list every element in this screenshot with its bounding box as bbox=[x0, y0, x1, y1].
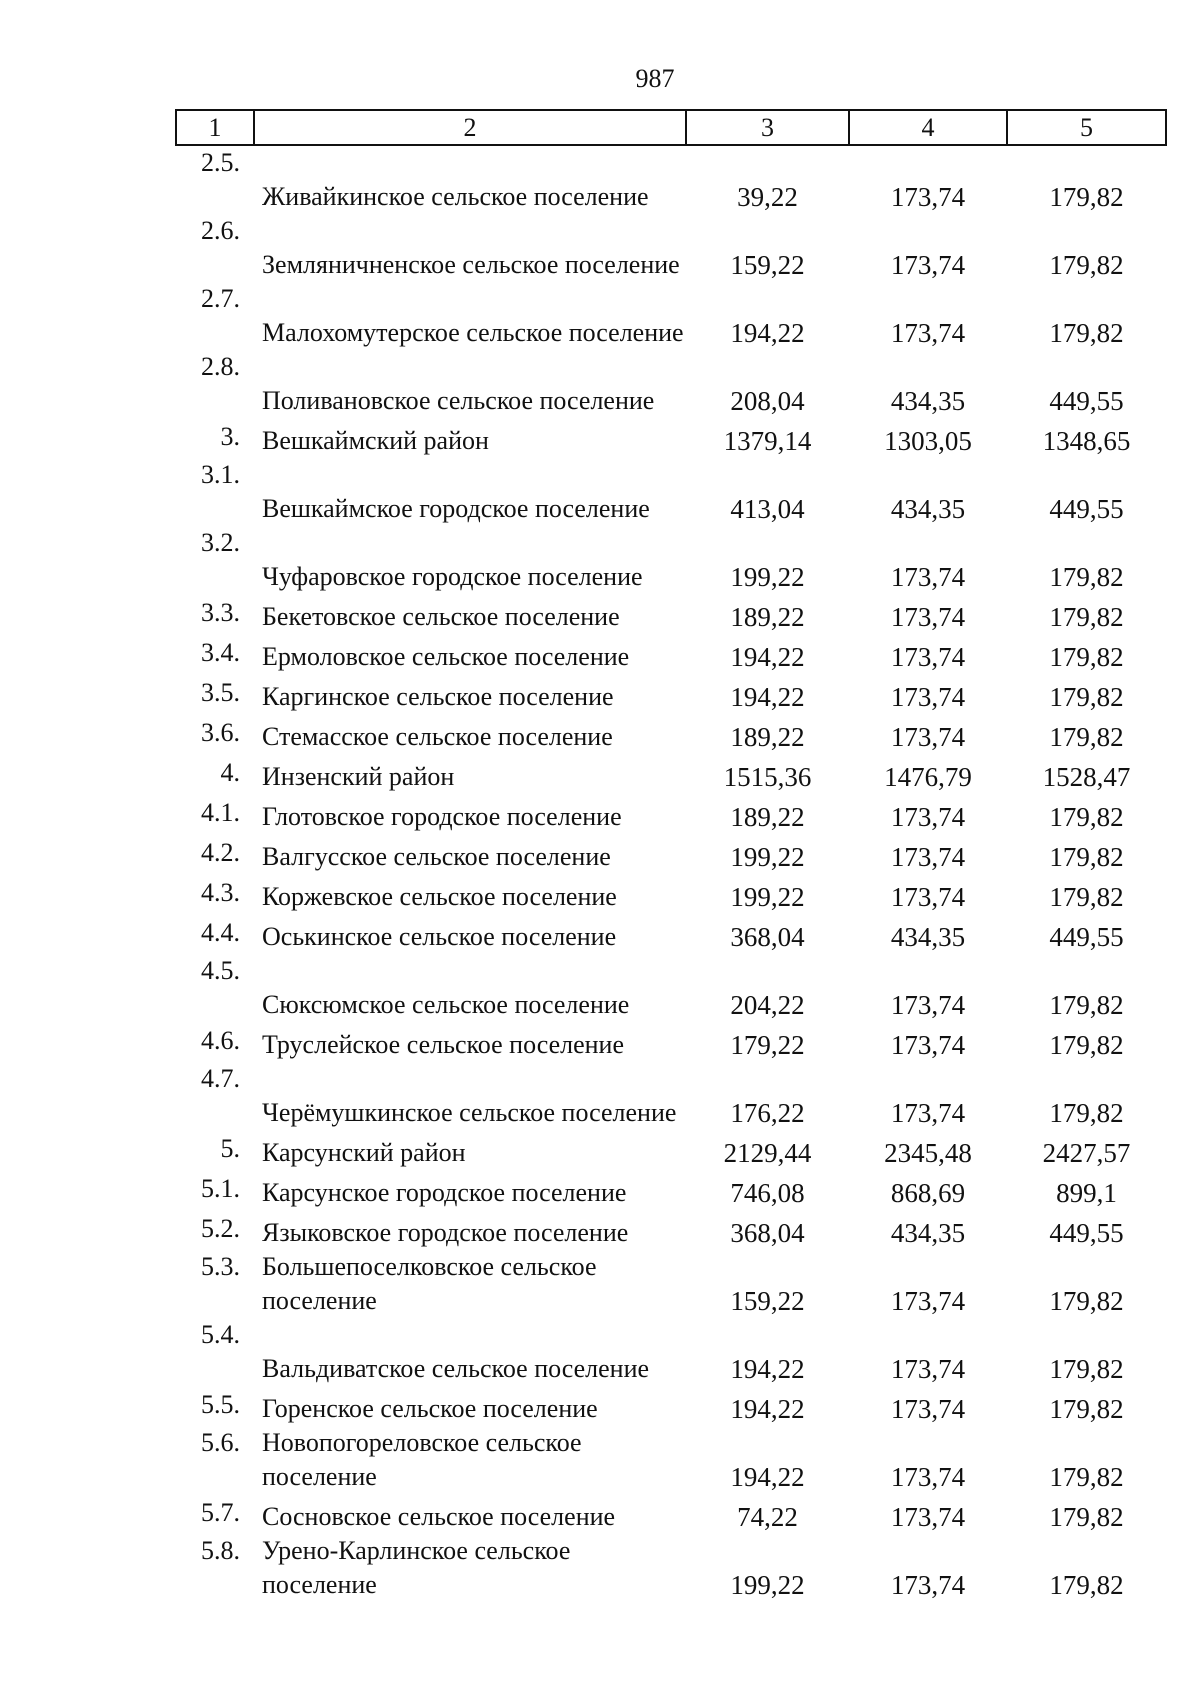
row-value-col4: 173,74 bbox=[890, 1286, 966, 1316]
row-name: Малохомутерское сельское поселение bbox=[262, 318, 684, 347]
table-row bbox=[176, 145, 1166, 214]
row-value-col3: 39,22 bbox=[737, 182, 798, 212]
row-name: Ермоловское сельское поселение bbox=[262, 642, 630, 671]
row-value-col5: 449,55 bbox=[1049, 494, 1124, 524]
row-number: 4. bbox=[220, 758, 240, 787]
row-value-col4: 2345,48 bbox=[884, 1138, 972, 1168]
row-number: 3.5. bbox=[201, 678, 240, 707]
row-name: Урено-Карлинское сельское поселение bbox=[262, 1536, 571, 1599]
row-value-col5: 179,82 bbox=[1049, 1286, 1124, 1316]
row-value-col4: 173,74 bbox=[890, 1570, 966, 1600]
row-value-col5: 179,82 bbox=[1049, 722, 1124, 752]
row-value-col3: 1379,14 bbox=[723, 426, 812, 456]
row-value-col5: 179,82 bbox=[1049, 642, 1124, 672]
row-name: Вешкаймский район bbox=[262, 426, 489, 455]
row-value-col5: 179,82 bbox=[1049, 882, 1124, 912]
row-number: 5.4. bbox=[201, 1320, 240, 1349]
table-row bbox=[176, 1062, 1166, 1130]
row-value-col3: 176,22 bbox=[730, 1098, 805, 1128]
row-value-col3: 179,22 bbox=[730, 1030, 805, 1060]
row-name: Поливановское сельское поселение bbox=[262, 386, 655, 415]
row-value-col4: 173,74 bbox=[890, 1462, 966, 1492]
row-number: 2.8. bbox=[201, 352, 240, 381]
row-number: 5.3. bbox=[201, 1252, 240, 1281]
row-value-col3: 2129,44 bbox=[723, 1138, 812, 1168]
row-value-col4: 173,74 bbox=[890, 722, 966, 752]
table-row bbox=[176, 634, 1166, 674]
row-name: Труслейское сельское поселение bbox=[262, 1030, 625, 1059]
row-name: Валгусское сельское поселение bbox=[262, 842, 611, 871]
row-value-col4: 434,35 bbox=[890, 386, 966, 416]
row-name: Стемасское сельское поселение bbox=[262, 722, 613, 751]
row-value-col4: 868,69 bbox=[890, 1178, 966, 1208]
table-row bbox=[176, 1022, 1166, 1062]
row-number: 2.7. bbox=[201, 284, 240, 313]
table-row bbox=[176, 1210, 1166, 1250]
row-value-col3: 194,22 bbox=[730, 318, 805, 348]
row-value-col5: 179,82 bbox=[1049, 1030, 1124, 1060]
row-name: Глотовское городское поселение bbox=[262, 802, 622, 831]
row-value-col4: 434,35 bbox=[890, 922, 966, 952]
table-row bbox=[176, 282, 1166, 350]
row-number: 4.6. bbox=[201, 1026, 240, 1055]
row-value-col5: 179,82 bbox=[1049, 682, 1124, 712]
table-row bbox=[176, 1250, 1166, 1318]
row-number: 2.5. bbox=[201, 148, 240, 177]
row-value-col3: 368,04 bbox=[730, 1218, 805, 1248]
row-value-col3: 746,08 bbox=[730, 1178, 805, 1208]
row-name: Вальдиватское сельское поселение bbox=[262, 1354, 650, 1383]
row-number: 5.6. bbox=[201, 1428, 240, 1457]
row-number: 2.6. bbox=[201, 216, 240, 245]
row-number: 5. bbox=[220, 1134, 240, 1163]
row-value-col4: 173,74 bbox=[890, 250, 966, 280]
row-name: Каргинское сельское поселение bbox=[262, 682, 614, 711]
row-value-col3: 194,22 bbox=[730, 642, 805, 672]
row-number: 3.2. bbox=[201, 528, 240, 557]
row-number: 3.4. bbox=[201, 638, 240, 667]
row-value-col3: 208,04 bbox=[730, 386, 805, 416]
row-name: Сосновское сельское поселение bbox=[262, 1502, 616, 1531]
row-name: Чуфаровское городское поселение bbox=[262, 562, 643, 591]
table-row bbox=[176, 1386, 1166, 1426]
row-value-col3: 204,22 bbox=[730, 990, 805, 1020]
row-name: Горенское сельское поселение bbox=[262, 1394, 598, 1423]
row-value-col4: 173,74 bbox=[890, 682, 966, 712]
header-row bbox=[176, 110, 1166, 145]
row-number: 4.1. bbox=[201, 798, 240, 827]
row-value-col3: 74,22 bbox=[737, 1502, 798, 1532]
row-value-col4: 173,74 bbox=[890, 1354, 966, 1384]
row-value-col5: 179,82 bbox=[1049, 250, 1124, 280]
row-value-col4: 173,74 bbox=[890, 802, 966, 832]
row-value-col5: 899,1 bbox=[1056, 1178, 1117, 1208]
table-row bbox=[176, 1426, 1166, 1494]
row-value-col4: 173,74 bbox=[890, 562, 966, 592]
row-value-col5: 179,82 bbox=[1049, 318, 1124, 348]
row-value-col3: 159,22 bbox=[730, 250, 805, 280]
table-row bbox=[176, 874, 1166, 914]
table-row bbox=[176, 754, 1166, 794]
table-row bbox=[176, 714, 1166, 754]
table-body bbox=[176, 145, 1166, 1602]
row-value-col4: 173,74 bbox=[890, 1098, 966, 1128]
row-value-col3: 159,22 bbox=[730, 1286, 805, 1316]
row-name: Карсунское городское поселение bbox=[262, 1178, 627, 1207]
table-row bbox=[176, 794, 1166, 834]
table-row bbox=[176, 458, 1166, 526]
table-row bbox=[176, 1318, 1166, 1386]
row-value-col5: 449,55 bbox=[1049, 386, 1124, 416]
row-value-col3: 1515,36 bbox=[723, 762, 812, 792]
row-value-col3: 368,04 bbox=[730, 922, 805, 952]
row-value-col5: 179,82 bbox=[1049, 802, 1124, 832]
row-number: 5.2. bbox=[201, 1214, 240, 1243]
row-value-col3: 189,22 bbox=[730, 602, 805, 632]
row-value-col3: 194,22 bbox=[730, 1394, 805, 1424]
row-value-col3: 199,22 bbox=[730, 882, 805, 912]
table-row bbox=[176, 1534, 1166, 1602]
table-row bbox=[176, 418, 1166, 458]
header-col-1: 1 bbox=[176, 110, 254, 145]
row-name: Живайкинское сельское поселение bbox=[262, 182, 649, 211]
row-number: 5.5. bbox=[201, 1390, 240, 1419]
row-value-col5: 179,82 bbox=[1049, 1354, 1124, 1384]
row-name: Языковское городское поселение bbox=[262, 1218, 629, 1247]
row-value-col5: 179,82 bbox=[1049, 182, 1124, 212]
row-name: Карсунский район bbox=[262, 1138, 466, 1167]
row-value-col4: 1476,79 bbox=[884, 762, 972, 792]
row-value-col5: 1528,47 bbox=[1042, 762, 1131, 792]
row-name: Вешкаймское городское поселение bbox=[262, 494, 650, 523]
row-number: 4.4. bbox=[201, 918, 240, 947]
row-value-col4: 434,35 bbox=[890, 494, 966, 524]
row-number: 3.3. bbox=[201, 598, 240, 627]
row-value-col5: 179,82 bbox=[1049, 1570, 1124, 1600]
table-row bbox=[176, 1494, 1166, 1534]
row-value-col4: 434,35 bbox=[890, 1218, 966, 1248]
table-row bbox=[176, 350, 1166, 418]
table-row bbox=[176, 834, 1166, 874]
row-name: Большепоселковское сельское поселение bbox=[262, 1252, 597, 1315]
row-value-col3: 194,22 bbox=[730, 682, 805, 712]
row-name: Бекетовское сельское поселение bbox=[262, 602, 620, 631]
row-value-col3: 413,04 bbox=[730, 494, 805, 524]
header-col-5: 5 bbox=[1007, 110, 1166, 145]
row-value-col5: 449,55 bbox=[1049, 922, 1124, 952]
table-row bbox=[176, 674, 1166, 714]
row-value-col4: 173,74 bbox=[890, 990, 966, 1020]
data-table-container bbox=[175, 109, 1165, 1602]
row-number: 3.1. bbox=[201, 460, 240, 489]
row-value-col5: 179,82 bbox=[1049, 562, 1124, 592]
table-row bbox=[176, 214, 1166, 282]
row-value-col5: 179,82 bbox=[1049, 1502, 1124, 1532]
table-row bbox=[176, 1170, 1166, 1210]
row-value-col3: 189,22 bbox=[730, 722, 805, 752]
row-name: Новопогореловское сельское поселение bbox=[262, 1428, 582, 1491]
row-value-col5: 179,82 bbox=[1049, 1394, 1124, 1424]
row-number: 5.1. bbox=[201, 1174, 240, 1203]
row-value-col5: 179,82 bbox=[1049, 990, 1124, 1020]
row-number: 4.5. bbox=[201, 956, 240, 985]
row-value-col4: 173,74 bbox=[890, 602, 966, 632]
header-col-4: 4 bbox=[849, 110, 1007, 145]
row-value-col4: 173,74 bbox=[890, 318, 966, 348]
table-row bbox=[176, 1130, 1166, 1170]
row-value-col4: 1303,05 bbox=[884, 426, 972, 456]
row-name: Сюксюмское сельское поселение bbox=[262, 990, 630, 1019]
table-row bbox=[176, 594, 1166, 634]
row-number: 4.2. bbox=[201, 838, 240, 867]
row-value-col4: 173,74 bbox=[890, 1394, 966, 1424]
table-row bbox=[176, 954, 1166, 1022]
row-value-col5: 179,82 bbox=[1049, 1098, 1124, 1128]
row-number: 5.8. bbox=[201, 1536, 240, 1565]
row-number: 3. bbox=[220, 422, 240, 451]
row-name: Инзенский район bbox=[262, 762, 455, 791]
row-value-col4: 173,74 bbox=[890, 182, 966, 212]
row-value-col3: 194,22 bbox=[730, 1354, 805, 1384]
row-value-col4: 173,74 bbox=[890, 842, 966, 872]
row-value-col5: 2427,57 bbox=[1042, 1138, 1131, 1168]
row-number: 4.3. bbox=[201, 878, 240, 907]
row-number: 4.7. bbox=[201, 1064, 240, 1093]
header-col-2: 2 bbox=[254, 110, 686, 145]
page-number: 987 bbox=[635, 64, 675, 93]
row-name: Земляничненское сельское поселение bbox=[262, 250, 680, 279]
row-number: 3.6. bbox=[201, 718, 240, 747]
row-value-col3: 199,22 bbox=[730, 842, 805, 872]
row-name: Черёмушкинское сельское поселение bbox=[262, 1098, 677, 1127]
row-number: 5.7. bbox=[201, 1498, 240, 1527]
row-value-col5: 179,82 bbox=[1049, 842, 1124, 872]
row-value-col5: 179,82 bbox=[1049, 602, 1124, 632]
row-value-col4: 173,74 bbox=[890, 1030, 966, 1060]
row-value-col4: 173,74 bbox=[890, 882, 966, 912]
row-value-col5: 179,82 bbox=[1049, 1462, 1124, 1492]
row-value-col3: 199,22 bbox=[730, 1570, 805, 1600]
row-value-col3: 194,22 bbox=[730, 1462, 805, 1492]
row-value-col5: 1348,65 bbox=[1042, 426, 1131, 456]
row-value-col5: 449,55 bbox=[1049, 1218, 1124, 1248]
table-header bbox=[176, 110, 1166, 145]
table-row bbox=[176, 914, 1166, 954]
row-value-col3: 199,22 bbox=[730, 562, 805, 592]
table-row bbox=[176, 526, 1166, 594]
row-value-col4: 173,74 bbox=[890, 1502, 966, 1532]
row-name: Оськинское сельское поселение bbox=[262, 922, 617, 951]
row-value-col4: 173,74 bbox=[890, 642, 966, 672]
row-name: Коржевское сельское поселение bbox=[262, 882, 617, 911]
header-col-3: 3 bbox=[686, 110, 849, 145]
row-value-col3: 189,22 bbox=[730, 802, 805, 832]
data-table bbox=[175, 109, 1167, 1602]
